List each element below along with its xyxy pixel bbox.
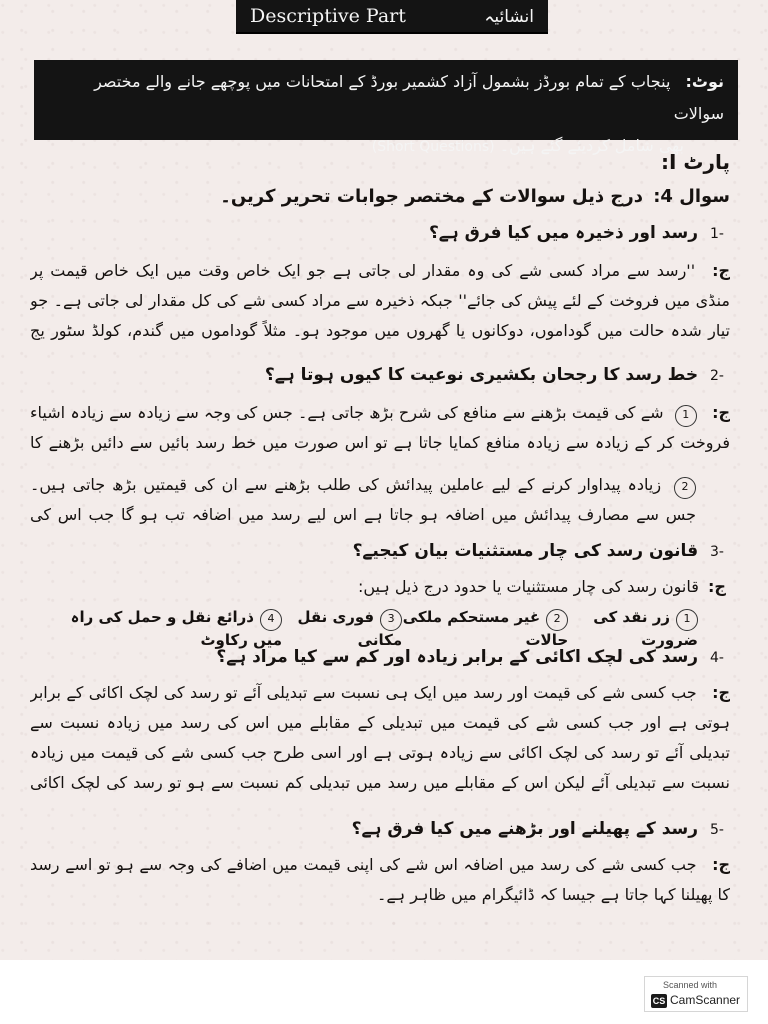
question-number: -5	[710, 822, 724, 838]
question-number: -3	[710, 544, 724, 560]
main-question-text: درج ذیل سوالات کے مختصر جوابات تحریر کریں۔	[220, 186, 643, 207]
point-text: زیادہ پیداوار کرنے کے لیے عاملین پیدائش کی طلب بڑھنے سے ان کی قیمتیں بڑھ جاتی ہیں۔ جس سے مصارف پیدائش میں اضافہ ہو جاتا ہے اس لیے رسد میں اضافہ تب ہو گا جب اس کی	[30, 475, 696, 524]
question-1	[30, 222, 730, 243]
factors-list	[50, 608, 698, 649]
answer-text: جب کسی شے کی رسد میں اضافہ اس شے کی اپنی قیمت میں اضافے کی وجہ سے ہو تو اسے رسد کا پھیلنا کہا جاتا ہے جیسا کہ ڈائیگرام میں ظاہر ہے۔	[30, 855, 730, 904]
main-question	[30, 186, 730, 207]
question-text: رسد کے پھیلنے اور بڑھنے میں کیا فرق ہے؟	[351, 819, 699, 839]
point-marker: 2	[674, 477, 696, 499]
note-line-2-english: (Short Questions)	[371, 139, 495, 155]
section-header	[236, 0, 548, 34]
watermark-line-1: Scanned with	[663, 980, 718, 990]
camscanner-watermark	[644, 976, 748, 1012]
question-2	[30, 364, 730, 385]
question-4	[30, 646, 730, 667]
factor-item: 1زر نقد کی ضرورت	[593, 608, 698, 649]
factor-item: 4ذرائع نقل و حمل کی راہ میں رکاوٹ	[70, 608, 282, 649]
question-number: -4	[710, 650, 724, 666]
answer-text: ''رسد سے مراد کسی شے کی وہ مقدار لی جاتی ہے جو ایک خاص وقت میں ایک خاص قیمت پر منڈی میں فروخت کے لئے پیش کی جائے'' جبکہ ذخیرہ سے مراد کسی شے کی کل مقدار لی جاتی ہے۔ جو تیار شدہ حالت میں گوداموں، دوکانوں یا گھروں میں موجود ہو۔ مثلاً گوداموں میں گندم، کولڈ سٹور یج	[30, 261, 730, 340]
question-3	[30, 540, 730, 561]
main-question-label: سوال 4:	[653, 186, 730, 207]
section-header-english: Descriptive Part	[250, 5, 406, 27]
question-text: رسد اور ذخیرہ میں کیا فرق ہے؟	[428, 223, 699, 243]
answer-text: جب کسی شے کی قیمت اور رسد میں ایک ہی نسبت سے تبدیلی آئے تو رسد کی لچک اکائی کے برابر ہوتی ہے اور جب کسی شے کی قیمت میں تبدیلی کے مقابلے میں اس کی رسد میں زیادہ نسبت سے تبدیلی آئے تو رسد کی لچک اکائی سے زیادہ ہوتی ہے اور اسی طرح جب کسی شے کی قیمت میں زیادہ نسبت سے تبدیلی آئے لیکن اس کے مقابلے میں رسد میں تبدیلی کم نسبت سے ہو تو رسد کی لچک اکائی	[30, 683, 730, 792]
answer-text: قانون رسد کی چار مستثنیات یا حدود درج ذیل ہیں:	[357, 577, 699, 596]
answer-5: ج: جب کسی شے کی رسد میں اضافہ اس شے کی اپنی قیمت میں اضافے کی وجہ سے ہو تو اسے رسد کا پھیلنا کہا جاتا ہے جیسا کہ ڈائیگرام میں ظاہر ہے۔	[30, 855, 730, 904]
factor-item: 3فوری نقل مکانی	[297, 608, 403, 649]
point-text: شے کی قیمت بڑھنے سے منافع کی شرح بڑھ جاتی ہے۔ جس کی وجہ سے زیادہ سے زیادہ اشیاء فروخت کر کے زیادہ سے زیادہ منافع کمایا جاتا ہے تو اس صورت میں خط رسد بائیں سے دائیں بڑھنے کا	[30, 403, 730, 452]
note-line-1: پنجاب کے تمام بورڈز بشمول آزاد کشمیر بورڈ کے امتحانات میں پوچھے جانے والے مختصر سوالات	[94, 72, 724, 123]
point-marker: 1	[675, 405, 697, 427]
question-text: خط رسد کا رجحان بکشیری نوعیت کا کیوں ہوتا ہے؟	[264, 365, 699, 385]
camscanner-logo-icon: CS	[652, 996, 666, 1006]
note-banner	[34, 60, 738, 155]
question-number: -1	[710, 226, 724, 242]
note-line-2-urdu: بھی شامل کردیئے گئے ہیں۔	[499, 136, 684, 155]
watermark-line-2: CamScanner	[670, 993, 741, 1007]
answer-1: ج: ''رسد سے مراد کسی شے کی وہ مقدار لی جاتی ہے جو ایک خاص وقت میں ایک خاص قیمت پر منڈی میں فروخت کے لئے پیش کی جائے'' جبکہ ذخیرہ سے مراد کسی شے کی کل مقدار لی جاتی ہے۔ جو تیار شدہ حالت میں گوداموں، دوکانوں یا گھروں میں موجود ہو۔ مثلاً گوداموں میں گندم، کولڈ سٹور یج	[30, 256, 730, 348]
part-title: پارٹ I:	[30, 150, 730, 174]
factor-item: 2غیر مستحکم ملکی حالات	[402, 608, 569, 649]
answer-4: ج: جب کسی شے کی قیمت اور رسد میں ایک ہی نسبت سے تبدیلی آئے تو رسد کی لچک اکائی کے برابر ہوتی ہے اور جب کسی شے کی قیمت میں تبدیلی کے مقابلے میں اس کی رسد میں زیادہ نسبت سے تبدیلی آئے تو رسد کی لچک اکائی سے زیادہ ہوتی ہے اور اسی طرح جب کسی شے کی قیمت میں زیادہ نسبت سے تبدیلی آئے لیکن اس کے مقابلے میں رسد میں تبدیلی کم نسبت سے ہو تو رسد کی لچک اکائی	[30, 678, 730, 800]
section-header-urdu: انشائیہ	[484, 6, 534, 27]
answer-2-point-1: ج: 1 شے کی قیمت بڑھنے سے منافع کی شرح بڑھ جاتی ہے۔ جس کی وجہ سے زیادہ سے زیادہ اشیاء فروخت کر کے زیادہ سے زیادہ منافع کمایا جاتا ہے تو اس صورت میں خط رسد بائیں سے دائیں بڑھنے کا	[30, 398, 730, 460]
question-text: رسد کی لچک اکائی کے برابر زیادہ اور کم سے کیا مراد ہے؟	[216, 647, 699, 667]
answer-2-point-2	[30, 470, 696, 532]
question-5	[30, 818, 730, 839]
question-text: قانون رسد کی چار مستثنیات بیان کیجیے؟	[352, 541, 699, 561]
answer-3: ج: قانون رسد کی چار مستثنیات یا حدود درج ذیل ہیں:	[357, 577, 726, 596]
note-label: نوٹ:	[685, 72, 724, 91]
question-number: -2	[710, 368, 724, 384]
